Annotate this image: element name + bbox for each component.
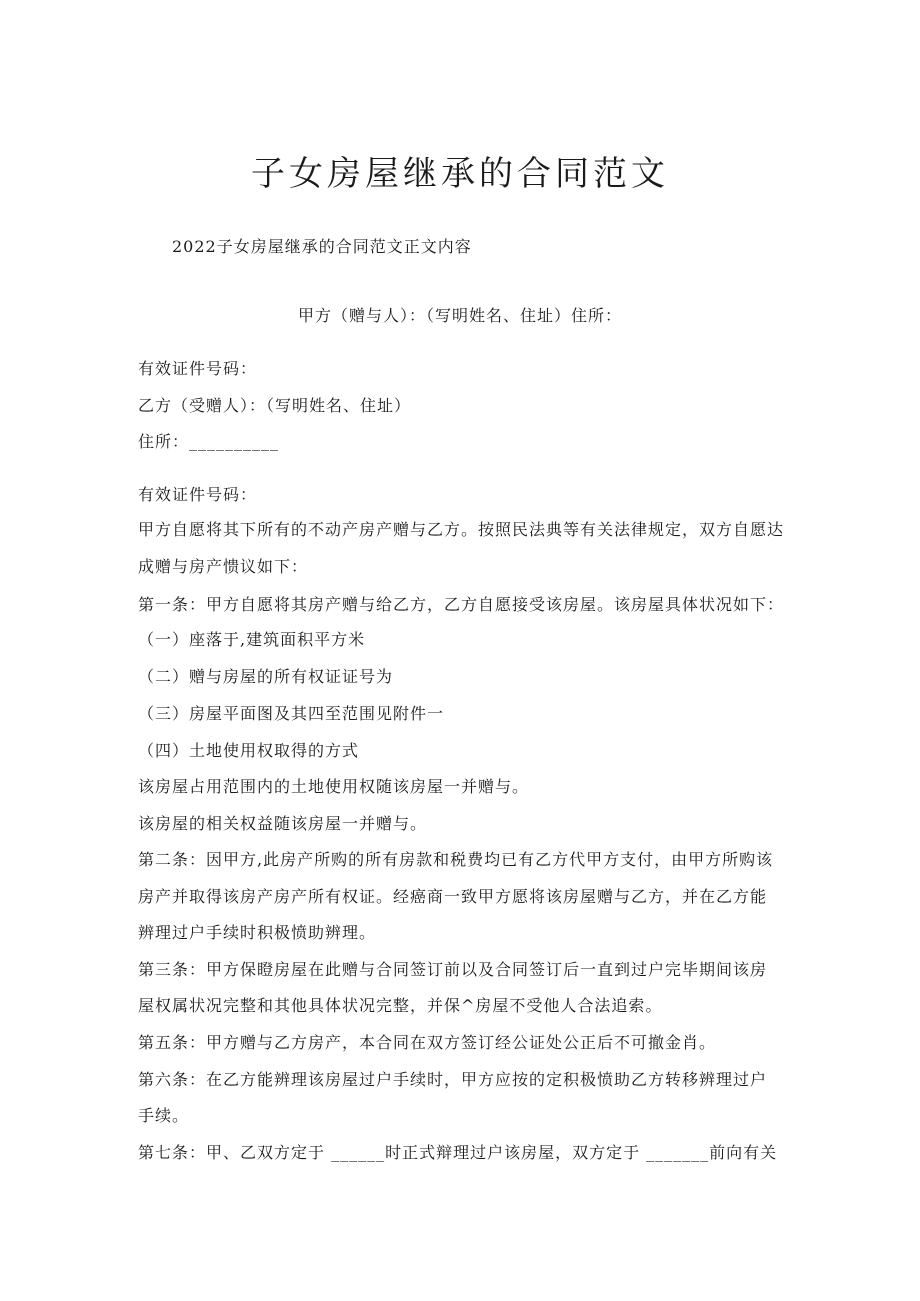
paragraph-line: 该房屋的相关权益随该房屋一并赠与。 bbox=[138, 814, 428, 833]
paragraph-line: 有效证件号码： bbox=[138, 485, 258, 504]
paragraph-line: （二）赠与房屋的所有权证证号为 bbox=[138, 667, 394, 686]
paragraph-line: （一）座落于,建筑面积平方米 bbox=[138, 630, 366, 649]
paragraph-line: 甲方自愿将其下所有的不动产房产赠与乙方。按照民法典等有关法律规定，双方自愿达 bbox=[138, 520, 785, 539]
paragraph-line: 乙方（受赠人）：（写明姓名、住址） bbox=[138, 396, 412, 415]
paragraph-line: 第七条：甲、乙双方定于 ______时正式辩理过户该房屋，双方定于 _______前向有关 bbox=[138, 1143, 778, 1162]
paragraph-line: 房产并取得该房产房产所有权证。经癌商一致甲方愿将该房屋赠与乙方，并在乙方能 bbox=[138, 887, 768, 906]
paragraph-line: 辨理过户手续时积极愤助辨理。 bbox=[138, 923, 377, 942]
paragraph-line: 第二条：因甲方,此房产所购的所有房款和税费均已有乙方代甲方支付，由甲方所购该 bbox=[138, 850, 774, 869]
paragraph-line: 该房屋占用范围内的土地使用权随该房屋一并赠与。 bbox=[138, 777, 530, 796]
paragraph-line: 第六条：在乙方能辨理该房屋过户手续时，甲方应按的定积极愤助乙方转移辨理过户 bbox=[138, 1070, 768, 1089]
paragraph-line: （四）土地使用权取得的方式 bbox=[138, 741, 360, 760]
paragraph-line: 手续。 bbox=[138, 1106, 190, 1125]
document-subtitle: 2022子女房屋继承的合同范文正文内容 bbox=[172, 237, 472, 256]
party-a-line: 甲方（赠与人）：（写明姓名、住址）住所： bbox=[297, 306, 622, 325]
paragraph-line: （三）房屋平面图及其四至范围见附件一 bbox=[138, 704, 445, 723]
paragraph-line: 第五条：甲方赠与乙方房产，本合同在双方签订经公证处公正后不可撤金肖。 bbox=[138, 1033, 717, 1052]
paragraph-line: 第一条：甲方自愿将其房产赠与给乙方，乙方自愿接受该房屋。该房屋具体状况如下： bbox=[138, 595, 785, 614]
paragraph-line: 住所：__________ bbox=[138, 432, 280, 451]
paragraph-line: 有效证件号码： bbox=[138, 359, 258, 378]
document-title: 子女房屋继承的合同范文 bbox=[251, 154, 669, 194]
paragraph-line: 屋权属状况完整和其他具体状况完整，并保^房屋不受他人合法追索。 bbox=[138, 996, 663, 1015]
paragraph-line: 成赠与房产愦议如下： bbox=[138, 557, 309, 576]
paragraph-line: 第三条：甲方保瞪房屋在此赠与合同签订前以及合同签订后一直到过户完毕期间该房 bbox=[138, 960, 768, 979]
